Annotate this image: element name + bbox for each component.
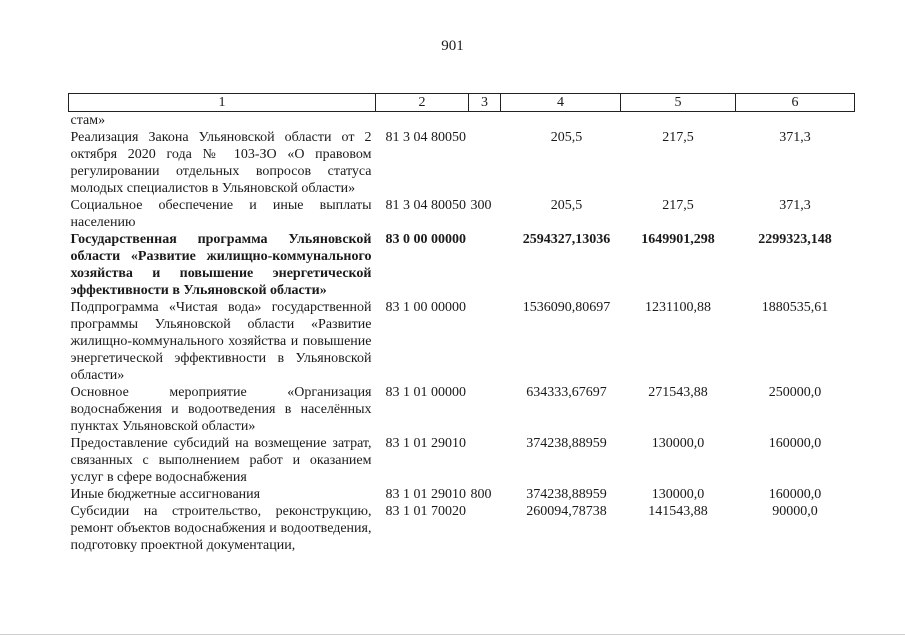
row-value-1: 205,5 <box>550 198 583 213</box>
row-value-3: 250000,0 <box>768 385 822 400</box>
row-value-2: 217,5 <box>662 198 694 213</box>
budget-table <box>68 93 855 554</box>
header-col-5: 5 <box>621 94 736 112</box>
table-row <box>69 435 855 486</box>
row-value-1: 1536090,80697 <box>522 300 611 315</box>
row-vr <box>469 231 501 299</box>
row-value-3 <box>736 112 855 130</box>
table-row <box>69 129 855 197</box>
row-value-3: 160000,0 <box>768 487 822 502</box>
row-value-1: 260094,78738 <box>526 504 607 519</box>
row-vr <box>469 112 501 130</box>
row-name: Государственная программа Ульяновской области «Развитие жилищно-коммунального хозяйства и повышение энергетической эффективности в Ульяновской области» <box>70 232 372 298</box>
table-row <box>69 299 855 384</box>
row-value-2: 217,5 <box>662 130 694 145</box>
row-value-2 <box>621 112 736 130</box>
row-vr: 300 <box>470 198 492 213</box>
row-name: Социальное обеспечение и иные выплаты населению <box>70 198 372 230</box>
header-col-6: 6 <box>736 94 855 112</box>
row-name: Субсидии на строительство, реконструкцию, ремонт объектов водоснабжения и водоотведения, подготовку проектной документации, <box>70 504 372 553</box>
row-value-2: 130000,0 <box>651 436 705 451</box>
row-value-2: 1649901,298 <box>641 232 715 247</box>
page-bottom-edge <box>0 634 905 635</box>
header-col-4: 4 <box>501 94 621 112</box>
row-vr <box>469 299 501 384</box>
row-vr <box>469 129 501 197</box>
row-name: стам» <box>70 113 106 128</box>
row-code: 83 1 01 29010 <box>385 487 466 502</box>
row-vr: 800 <box>470 487 492 502</box>
row-name: Реализация Закона Ульяновской области от 2 октября 2020 года № 103-ЗО «О правовом регулировании отдельных вопросов статуса молодых специалистов в Ульяновской области» <box>70 130 372 196</box>
row-value-1: 2594327,13036 <box>522 232 611 247</box>
row-value-2: 1231100,88 <box>645 300 711 315</box>
row-code: 83 0 00 00000 <box>385 232 466 247</box>
row-value-3: 1880535,61 <box>761 300 829 315</box>
table-row <box>69 231 855 299</box>
row-code: 83 1 01 29010 <box>385 436 466 451</box>
row-value-3: 2299323,148 <box>758 232 832 247</box>
row-value-3: 371,3 <box>779 130 811 145</box>
row-code: 83 1 01 70020 <box>385 504 466 519</box>
row-value-2: 271543,88 <box>648 385 708 400</box>
row-code: 81 3 04 80050 <box>385 130 466 145</box>
row-value-3: 371,3 <box>779 198 811 213</box>
row-value-1: 634333,67697 <box>526 385 607 400</box>
row-value-3: 160000,0 <box>768 436 822 451</box>
row-code <box>376 112 469 130</box>
row-name: Предоставление субсидий на возмещение затрат, связанных с выполнением работ и оказанием услуг в сфере водоснабжения <box>70 436 372 485</box>
header-col-3: 3 <box>469 94 501 112</box>
page-number: 901 <box>441 38 464 54</box>
row-value-3: 90000,0 <box>772 504 818 519</box>
row-vr <box>469 384 501 435</box>
header-row <box>69 94 855 112</box>
row-name: Подпрограмма «Чистая вода» государственной программы Ульяновской области «Развитие жилищно-коммунального хозяйства и повышение энергетической эффективности в Ульяновской области» <box>70 300 372 383</box>
table-row <box>69 486 855 503</box>
table-row <box>69 112 855 130</box>
row-vr <box>469 435 501 486</box>
row-name: Иные бюджетные ассигнования <box>70 487 261 502</box>
row-code: 81 3 04 80050 <box>385 198 466 213</box>
row-value-1 <box>501 112 621 130</box>
row-value-1: 374238,88959 <box>526 487 607 502</box>
row-name: Основное мероприятие «Организация водоснабжения и водоотведения в населённых пунктах Ульяновской области» <box>70 385 372 434</box>
row-code: 83 1 00 00000 <box>385 300 466 315</box>
row-value-1: 205,5 <box>550 130 583 145</box>
header-col-1: 1 <box>69 94 376 112</box>
header-col-2: 2 <box>376 94 469 112</box>
table-row <box>69 384 855 435</box>
table-row <box>69 197 855 231</box>
table-row <box>69 503 855 554</box>
row-value-1: 374238,88959 <box>526 436 607 451</box>
row-value-2: 130000,0 <box>651 487 705 502</box>
row-code: 83 1 01 00000 <box>385 385 466 400</box>
row-vr <box>469 503 501 554</box>
row-value-2: 141543,88 <box>648 504 708 519</box>
